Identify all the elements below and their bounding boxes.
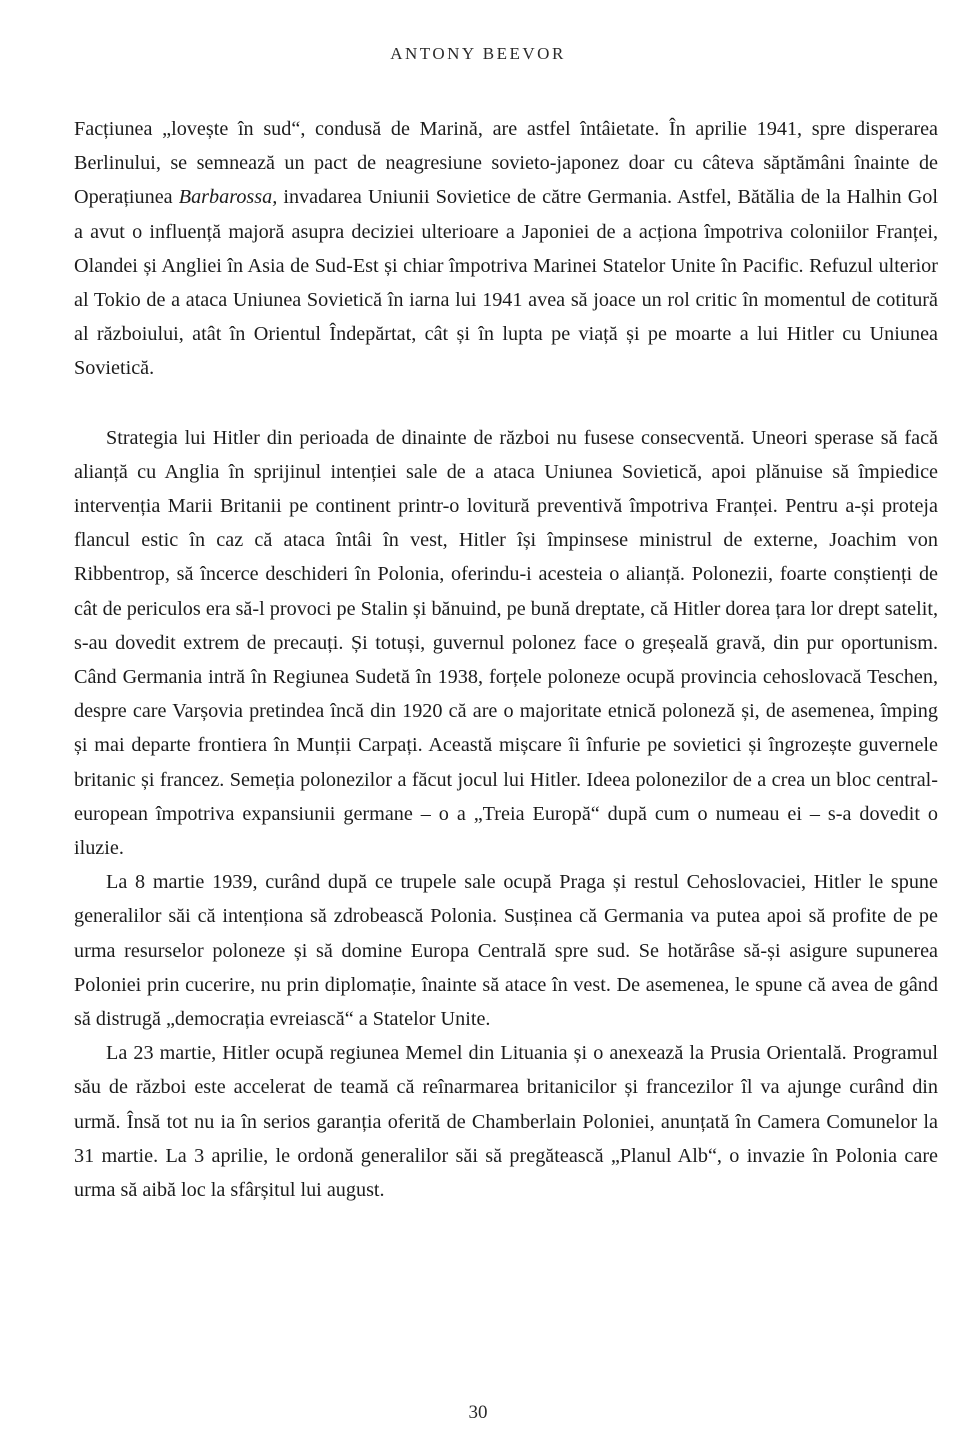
body-text [74, 112, 938, 1207]
paragraph-2: Strategia lui Hitler din perioada de dinainte de război nu fusese consecventă. Uneori sperase să facă alianță cu Anglia în sprijinul intenției sale de a ataca Uniunea Sovietică, apoi plănuise să împiedice intervenția Marii Britanii pe continent printr-o lovitură preventivă împotriva Franței. Pentru a-și proteja flancul estic în caz că ataca întâi în vest, Hitler își împinsese ministrul de externe, Joachim von Ribbentrop, să încerce deschideri în Polonia, oferindu-i acesteia o alianță. Polonezii, foarte conștienți de cât de periculos era să-l provoci pe Stalin și bănuind, pe bună dreptate, că Hitler dorea țara lor drept satelit, s-au dovedit extrem de precauți. Și totuși, guvernul polonez face o greșeală gravă, din pur oportunism. Când Germania intră în Regiunea Sudetă în 1938, forțele poloneze ocupă provincia cehoslovacă Teschen, despre care Varșovia pretindea încă din 1920 că are o majoritate etnică poloneză și, de asemenea, împing și mai departe frontiera în Munții Carpați. Această mișcare îi înfurie pe sovietici și îngrozește guvernele britanic și francez. Semeția polonezilor a făcut jocul lui Hitler. Ideea polonezilor de a crea un bloc central-european împotriva expansiunii germane – o a „Treia Europă“ după cum o numeau ei – s-a dovedit o iluzie. [74, 426, 938, 860]
paragraph-3: La 8 martie 1939, curând după ce trupele sale ocupă Praga și restul Cehoslovaciei, Hitler le spune generalilor săi că intenționa să zdrobească Polonia. Susținea că Germania va putea apoi să profite de pe urma resurselor poloneze și să domine Europa Centrală spre sud. Se hotărâse să-și asigure supunerea Poloniei prin cucerire, nu prin diplomație, înainte să atace în vest. De asemenea, le spune că avea de gând să distrugă „democrația evreiască“ a Statelor Unite. [74, 871, 938, 1031]
paragraph-4: La 23 martie, Hitler ocupă regiunea Memel din Lituania și o anexează la Prusia Orientală. Programul său de război este accelerat de teamă că reînarmarea britanicilor și francezilor îl va ajunge curând din urmă. Însă tot nu ia în serios garanția oferită de Chamberlain Poloniei, anunțată în Camera Comunelor la 31 martie. La 3 aprilie, le ordonă generalilor săi să pregătească „Planul Alb“, o invazie în Polonia care urma să aibă loc la sfârșitul lui august. [74, 1042, 938, 1202]
running-header: ANTONY BEEVOR [390, 44, 566, 63]
paragraph-1-text-a: Facțiunea „lovește în sud“, condusă de Marină, are astfel întâietate. În aprilie 1941, spre disperarea Berlinului, se semnează un pact de neagresiune sovieto-japonez doar cu câteva săptămâni înainte de Operațiunea [74, 118, 938, 209]
italic-operation-name: Barbarossa, [178, 186, 278, 209]
paragraph-1-text-b: invadarea Uniunii Sovietice de către Germania. Astfel, Bătălia de la Halhin Gol a avut o influență majoră asupra deciziei ulterioare a Japoniei de a acționa împotriva coloniilor Franței, Olandei și Angliei în Asia de Sud-Est și chiar împotriva Marinei Statelor Unite în Pacific. Refuzul ulterior al Tokio de a ataca Uniunea Sovietică în iarna lui 1941 avea să joace un rol critic în momentul de cotitură al războiului, atât în Orientul Îndepărtat, cât și în lupta pe viață și pe moarte a lui Hitler cu Uniunea Sovietică. [74, 186, 938, 380]
page-number: 30 [468, 1402, 488, 1423]
paragraph-1 [74, 112, 938, 386]
